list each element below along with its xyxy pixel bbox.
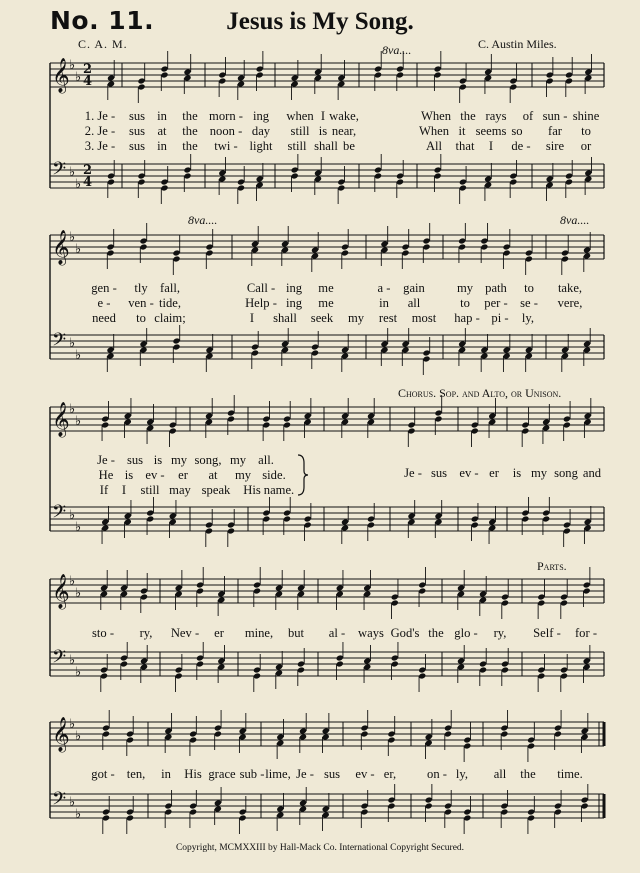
treble-clef: 𝄞: [52, 717, 70, 752]
flat-sign: ♭: [75, 520, 82, 535]
flat-sign: ♭: [75, 70, 82, 85]
bass-clef: 𝄢: [52, 647, 67, 672]
copyright-notice: Copyright, MCMXXIII by Hall-Mack Co. International Copyright Secured.: [175, 843, 465, 853]
time-signature: 4: [83, 175, 93, 190]
bass-clef: 𝄢: [52, 502, 67, 527]
flat-sign: ♭: [69, 574, 76, 589]
octave-mark: 8va....: [188, 213, 218, 227]
flat-sign: ♭: [69, 336, 76, 351]
octave-mark: 8va....: [560, 213, 590, 227]
flat-sign: ♭: [75, 177, 82, 192]
flat-sign: ♭: [69, 795, 76, 810]
flat-sign: ♭: [69, 402, 76, 417]
time-signature: 2: [83, 62, 93, 77]
flat-sign: ♭: [75, 242, 82, 257]
flat-sign: ♭: [69, 58, 76, 73]
hymn-meter: C. A. M.: [78, 37, 128, 51]
treble-clef: 𝄞: [52, 402, 70, 437]
flat-sign: ♭: [69, 717, 76, 732]
chorus-label: Chorus. Sop. and Alto, or Unison.: [398, 386, 562, 400]
time-signature: 4: [83, 74, 93, 89]
hymn-author: C. Austin Miles.: [478, 37, 557, 51]
flat-sign: ♭: [75, 729, 82, 744]
time-signature: 2: [83, 163, 93, 178]
hymn-page: No. 11. Jesus is My Song. C. A. M. C. Austin Miles. 8va.... 8va.... 8va.... Chorus. Sop. and Alto, or Unison. Parts. 𝄞 ♭ ♭ 2 4 𝄢 ♭ ♭ 2 4 𝄞 ♭ ♭ 𝄢 ♭ ♭ 𝄞 ♭ ♭ 𝄢 ♭ ♭ 𝄞 ♭ ♭ 𝄢 ♭ ♭ 𝄞 ♭ ♭ 𝄢 ♭ ♭ 1. Je - sus in the morn - ing when I wake, When the rays of sun - shine 2. Je - sus at the noon - day still is near, When it seems so far to 3. Je - sus in the twi - light still shall be All that I de - sire or gen - tly fall, Call - ing me a - gain my path to take, e - ven - tide, Help - ing me in all to per - se - vere, need to claim; I shall seek my rest most hap - pi - ly, Je - sus is my song, my all. He is ev - er at my side. If I still may speak His name. Je - sus ev - er is my song and sto - ry, Nev - er mine, but al - ways God's the glo - ry, Self - for - got - ten, in His grace sub - lime, Je - sus ev - er, on - ly, all the time. Copyright, MCMXXIII by Hall-Mack Co. International Copyright Secured.: [0, 0, 640, 873]
bass-clef: 𝄢: [52, 159, 67, 184]
flat-sign: ♭: [75, 586, 82, 601]
flat-sign: ♭: [75, 348, 82, 363]
bass-clef: 𝄢: [52, 789, 67, 814]
flat-sign: ♭: [75, 665, 82, 680]
flat-sign: ♭: [69, 230, 76, 245]
hymn-title: Jesus is My Song.: [226, 8, 414, 35]
bass-clef: 𝄢: [52, 330, 67, 355]
flat-sign: ♭: [69, 653, 76, 668]
verse-brace: [298, 455, 308, 495]
hymn-number: No. 11.: [50, 6, 155, 35]
treble-clef: 𝄞: [52, 230, 70, 265]
treble-clef: 𝄞: [52, 58, 70, 93]
flat-sign: ♭: [75, 414, 82, 429]
treble-clef: 𝄞: [52, 574, 70, 609]
flat-sign: ♭: [69, 508, 76, 523]
flat-sign: ♭: [69, 165, 76, 180]
flat-sign: ♭: [75, 807, 82, 822]
parts-label: Parts.: [537, 559, 567, 573]
octave-mark: 8va....: [382, 43, 412, 57]
